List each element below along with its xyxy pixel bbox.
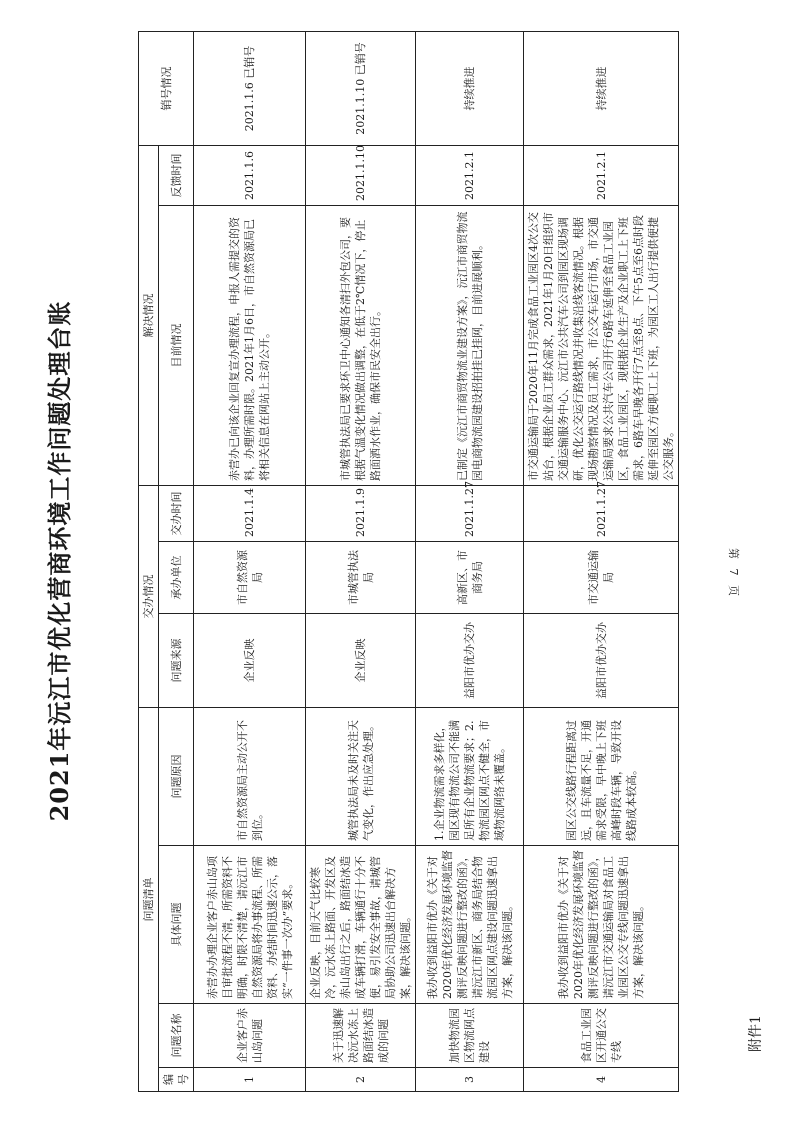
row-source: 企业反映 xyxy=(194,614,306,708)
document-title: 2021年沅江市优化营商环境工作问题处理台账 xyxy=(45,300,74,822)
row-closure: 持续推进 xyxy=(524,31,679,145)
header-feedback-time: 反馈时间 xyxy=(159,145,194,205)
header-resolution: 解决情况 xyxy=(139,145,159,485)
header-closure: 销号情况 xyxy=(139,31,194,145)
row-cause: 1.企业物流需求多样化，园区现有物流公司不能满足所有企业物流要求；2.物流园区网点不健全，市域物流网络未覆盖。 xyxy=(416,708,524,846)
row-no: 3 xyxy=(416,1068,524,1092)
row-cause: 城管执法局未及时关注天气变化，作出应急处理。 xyxy=(306,708,416,846)
table-row xyxy=(194,31,306,1091)
header-unit: 承办单位 xyxy=(159,542,194,614)
header-progress: 目前情况 xyxy=(159,205,194,485)
header-row-groups xyxy=(139,31,159,1091)
row-source: 企业反映 xyxy=(306,614,416,708)
row-closure: 持续推进 xyxy=(416,31,524,145)
header-handover-time: 交办时间 xyxy=(159,485,194,541)
row-detail: 企业反映，目前天气比较寒冷，沅水冻上路面、开发区及赤山岛出行之后，路面结冰造成车辆打滑，车辆通行十分不便，易引发安全事故，请城管局协助公司迅速出台解决方案，解决该问题。 xyxy=(306,846,416,1004)
row-handover-time: 2021.1.4 xyxy=(194,485,306,541)
header-source: 问题来源 xyxy=(159,614,194,708)
row-detail: 我办收到益阳市优办《关于对2020年优化经济发展环境监督测评反映问题进行整改的函》，请沅江市交通运输局对食品工业园区公交专线问题迅速拿出方案，解决该问题。 xyxy=(524,846,679,1004)
attachment-label: 附件1 xyxy=(748,1015,764,1052)
row-no: 4 xyxy=(524,1068,679,1092)
problem-ledger-table xyxy=(138,31,679,1092)
header-problem-list: 问题清单 xyxy=(139,708,159,1092)
row-name: 食品工业园区开通公交专线 xyxy=(524,1004,679,1068)
row-progress: 赤营办已向该企业回复宣办理流程，申报人需提交的资料，办理所需时限。2021年1月6日，市自然资源局已将相关信息在网站上主动公开。 xyxy=(194,205,306,485)
row-progress: 已制定《沅江市商贸物流业建设方案》，沅江市商贸物流园电商物流园建设招拍挂已挂网，目前进展顺利。 xyxy=(416,205,524,485)
header-handover: 交办情况 xyxy=(139,485,159,707)
header-name: 问题名称 xyxy=(159,1004,194,1068)
row-feedback-time: 2021.2.1 xyxy=(524,145,679,205)
row-unit: 市交通运输局 xyxy=(524,542,679,614)
row-unit: 市自然资源局 xyxy=(194,542,306,614)
row-progress: 市交通运输局于2020年11月完成食品工业园区4次公交站台，根据企业员工群众需求，2021年1月20日组织市交通运输服务中心、沅江市公共汽车公司到园区现场调研，优化公交运行路线情况并收集沿线客流情况。根据现场勘察情况及员工需求，市公交车运行市场，市交通运输局要求公共汽车公司开行6路车延伸至食品工业园区，食品工业园区，现根据企业生产及企业职工上下班需求，6路车早晚各开行7点至8点、下午5点至6点时段延伸至园区方便职工上下班，为园区工人出行提供便捷公交服务。 xyxy=(524,205,679,485)
row-handover-time: 2021.1.27 xyxy=(416,485,524,541)
row-feedback-time: 2021.1.6 xyxy=(194,145,306,205)
row-handover-time: 2021.1.27 xyxy=(524,485,679,541)
table-row xyxy=(524,31,679,1091)
row-detail: 我办收到益阳市优办《关于对2020年优化经济发展环境监督测评反映问题进行整改的函》，请沅江市新区、商务局结合物流园区网点建设问题迅速拿出方案，解决该问题。 xyxy=(416,846,524,1004)
row-no: 2 xyxy=(306,1068,416,1092)
row-cause: 市自然资源局主动公开不到位。 xyxy=(194,708,306,846)
row-cause: 园区公交线路行程距离过远，且车流量不足，开通需求受限，早中晚上下班高峰时段车辆，导致开设线路成本较高。 xyxy=(524,708,679,846)
table-row xyxy=(416,31,524,1091)
row-feedback-time: 2021.1.10 xyxy=(306,145,416,205)
row-source: 益阳市优办交办 xyxy=(416,614,524,708)
table-row xyxy=(306,31,416,1091)
row-name: 关于迅速解决沅水冻上路面结冰造成的问题 xyxy=(306,1004,416,1068)
row-unit: 市城管执法局 xyxy=(306,542,416,614)
row-source: 益阳市优办交办 xyxy=(524,614,679,708)
row-closure: 2021.1.6 已销号 xyxy=(194,31,306,145)
row-detail: 赤营办办理企业客户赤山岛项目审批流程不清，所需资料不明确，时限不清楚，请沅江市自然资源局将办事流程、所需资料、办结时间迅速公示，落实“一件事一次办”要求。 xyxy=(194,846,306,1004)
page-number: 第 7 页 xyxy=(727,548,740,599)
header-no: 编号 xyxy=(159,1068,194,1092)
header-cause: 问题原因 xyxy=(159,708,194,846)
row-progress: 市城管执法局已要求环卫中心通知各清扫外包公司，要根据气温变化情况做出调整，在低于2℃情况下，停止路面洒水作业，确保市民安全出行。 xyxy=(306,205,416,485)
row-handover-time: 2021.1.9 xyxy=(306,485,416,541)
header-row-columns xyxy=(159,31,194,1091)
row-name: 企业客户赤山岛问题 xyxy=(194,1004,306,1068)
row-name: 加快物流园区物流网点建设 xyxy=(416,1004,524,1068)
row-no: 1 xyxy=(194,1068,306,1092)
row-feedback-time: 2021.2.1 xyxy=(416,145,524,205)
row-unit: 高新区、市商务局 xyxy=(416,542,524,614)
header-detail: 具体问题 xyxy=(159,846,194,1004)
row-closure: 2021.1.10 已销号 xyxy=(306,31,416,145)
